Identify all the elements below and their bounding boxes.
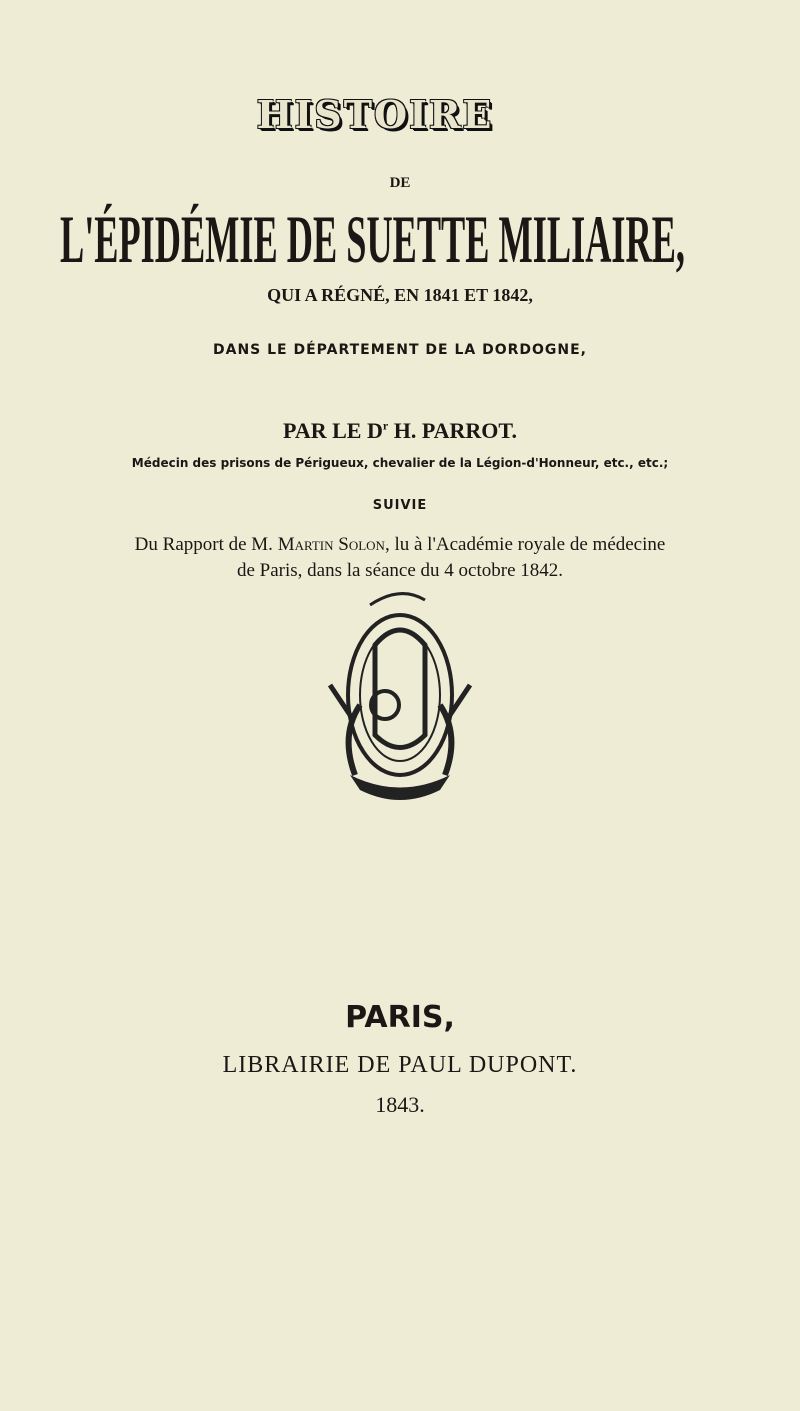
heading-de: DE [389,175,411,191]
report-text-a: Du Rapport de M. [134,534,278,555]
main-title [55,200,695,275]
report-text-b: , lu à l'Académie royale de médecine [384,534,666,555]
subtitle: QUI A RÉGNÉ, EN 1841 ET 1842, [267,285,533,305]
decorative-heading: HISTOIRE [256,92,494,137]
location-line: DANS LE DÉPARTEMENT DE LA DORDOGNE, [213,342,587,358]
author-name: H. PARROT. [388,418,517,443]
author-line [0,418,800,444]
report-author: Martin Solon [277,534,385,555]
imprint-publisher: LIBRAIRIE DE PAUL DUPONT. [222,1052,578,1078]
imprint-year: 1843. [375,1092,425,1117]
report-line-1 [0,534,800,556]
suivie-label: SUIVIE [372,498,428,513]
main-title-text: L'ÉPIDÉMIE DE SUETTE MILIAIRE, [60,201,685,275]
imprint-city: PARIS, [345,1000,455,1035]
author-description: Médecin des prisons de Périgueux, chevalier de la Légion-d'Honneur, etc., etc.; [131,456,669,470]
author-prefix: PAR LE D [283,418,383,443]
author-sup: r [382,418,389,433]
report-line-2: de Paris, dans la séance du 4 octobre 1842. [236,560,564,581]
printer-emblem-icon [300,585,500,805]
